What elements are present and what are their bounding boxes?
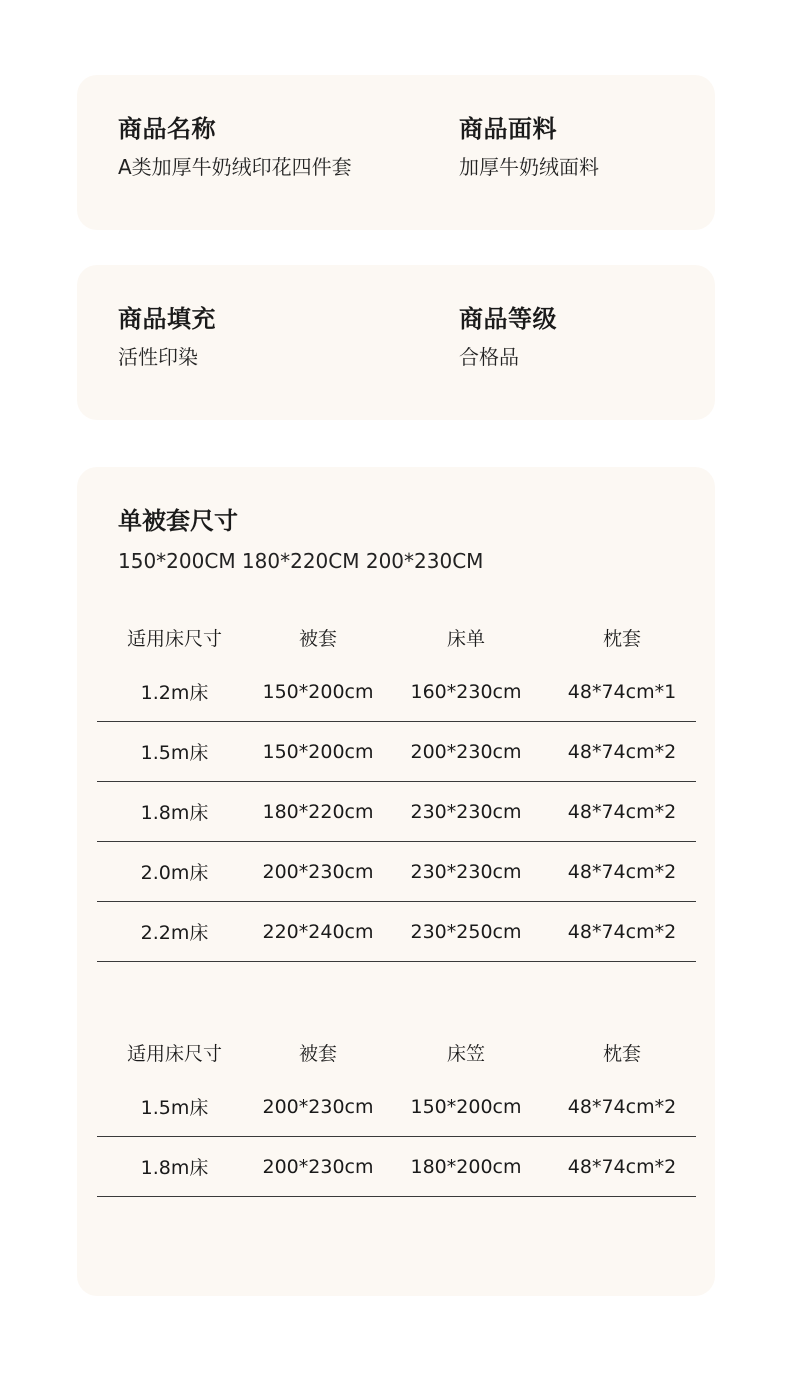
cell-bed-size: 1.8m床	[97, 1137, 252, 1197]
table-row	[97, 782, 696, 842]
cell-bed-size: 1.8m床	[97, 782, 252, 842]
table-row	[97, 1077, 696, 1137]
cell-bed-size: 1.2m床	[97, 662, 252, 722]
header-fitted-sheet: 床笠	[446, 1042, 485, 1065]
product-fabric-value: 加厚牛奶绒面料	[459, 155, 599, 179]
cell-bed-sheet: 200*230cm	[384, 722, 548, 782]
cell-duvet-cover: 200*230cm	[252, 1137, 384, 1197]
product-grade-label: 商品等级	[459, 305, 557, 333]
cell-duvet-cover: 200*230cm	[252, 842, 384, 902]
header-bed-size: 适用床尺寸	[126, 1042, 222, 1065]
product-name-label: 商品名称	[118, 115, 216, 143]
product-info-card-1	[77, 75, 715, 230]
cell-bed-sheet: 230*230cm	[384, 842, 548, 902]
cell-bed-size: 2.2m床	[97, 902, 252, 962]
product-grade-value: 合格品	[459, 345, 519, 369]
product-grade-field	[459, 303, 557, 371]
duvet-sizes-line: 150*200CM 180*220CM 200*230CM	[118, 549, 484, 573]
cell-pillowcase: 48*74cm*2	[548, 902, 696, 962]
cell-bed-sheet: 230*250cm	[384, 902, 548, 962]
table-header-row	[97, 612, 696, 662]
product-fabric-label: 商品面料	[459, 115, 557, 143]
cell-pillowcase: 48*74cm*2	[548, 1137, 696, 1197]
table-header-row	[97, 1027, 696, 1077]
size-card	[77, 467, 715, 1296]
cell-pillowcase: 48*74cm*2	[548, 722, 696, 782]
cell-duvet-cover: 200*230cm	[252, 1077, 384, 1137]
cell-bed-sheet: 230*230cm	[384, 782, 548, 842]
cell-bed-size: 1.5m床	[97, 722, 252, 782]
cell-duvet-cover: 150*200cm	[252, 722, 384, 782]
product-fabric-field	[459, 113, 599, 181]
size-table-sheet	[97, 612, 696, 962]
header-duvet-cover: 被套	[298, 1042, 337, 1065]
header-pillowcase: 枕套	[602, 627, 641, 650]
table-row	[97, 1137, 696, 1197]
product-name-value: A类加厚牛奶绒印花四件套	[118, 155, 352, 179]
product-filling-field	[118, 303, 216, 371]
header-bed-size: 适用床尺寸	[126, 627, 222, 650]
table-row	[97, 662, 696, 722]
cell-fitted-sheet: 150*200cm	[384, 1077, 548, 1137]
size-section-title: 单被套尺寸	[118, 507, 238, 535]
header-duvet-cover: 被套	[298, 627, 337, 650]
cell-bed-size: 1.5m床	[97, 1077, 252, 1137]
cell-pillowcase: 48*74cm*1	[548, 662, 696, 722]
cell-duvet-cover: 150*200cm	[252, 662, 384, 722]
product-info-card-2	[77, 265, 715, 420]
table-row	[97, 842, 696, 902]
table-row	[97, 722, 696, 782]
header-pillowcase: 枕套	[602, 1042, 641, 1065]
product-name-field	[118, 113, 352, 181]
cell-fitted-sheet: 180*200cm	[384, 1137, 548, 1197]
cell-duvet-cover: 220*240cm	[252, 902, 384, 962]
cell-bed-sheet: 160*230cm	[384, 662, 548, 722]
product-filling-label: 商品填充	[118, 305, 216, 333]
header-bed-sheet: 床单	[446, 627, 485, 650]
product-filling-value: 活性印染	[118, 345, 198, 369]
table-row	[97, 902, 696, 962]
size-table-fitted-sheet	[97, 1027, 696, 1197]
cell-bed-size: 2.0m床	[97, 842, 252, 902]
cell-pillowcase: 48*74cm*2	[548, 1077, 696, 1137]
cell-duvet-cover: 180*220cm	[252, 782, 384, 842]
cell-pillowcase: 48*74cm*2	[548, 842, 696, 902]
cell-pillowcase: 48*74cm*2	[548, 782, 696, 842]
